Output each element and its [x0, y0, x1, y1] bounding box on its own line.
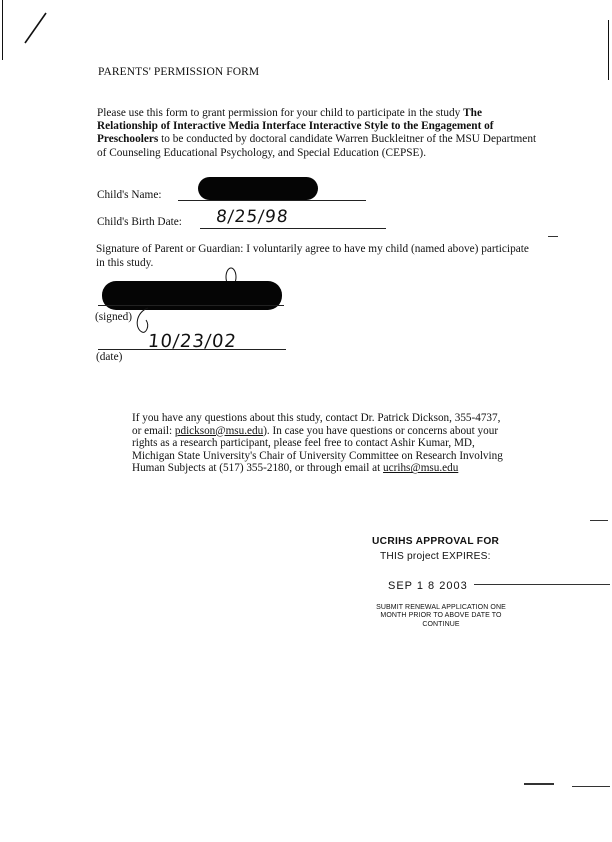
intro-rest: to be conducted by doctoral candidate Warren Buckleitner of the MSU Department of Counseling Educational Psychology, and Special Education (CEPSE).	[97, 133, 537, 159]
pen-stroke-mark	[20, 10, 50, 46]
signature-line	[98, 305, 284, 306]
contact-text-1: If you have any questions about this study, contact Dr. Patrick Dickson, 355-4737, or email:	[132, 412, 501, 437]
scan-speck	[524, 783, 554, 785]
contact-email-dickson[interactable]: pdickson@msu.edu	[174, 424, 264, 437]
birth-date-line	[200, 228, 386, 229]
child-name-line	[178, 200, 366, 201]
contact-text-2: ). In case you have questions or concerns about your rights as a research participant, please feel free to contact Ashir Kumar, MD, Michigan State University's Chair of University Committee on Research Involving Human Subjects at (517) 355-2180, or through email at	[132, 424, 503, 475]
scan-edge-mark	[608, 20, 609, 80]
stamp-approval-line: UCRIHS APPROVAL FOR	[372, 536, 500, 547]
signature-statement: Signature of Parent or Guardian: I voluntarily agree to have my child (named above) participate in this study.	[96, 243, 529, 269]
scan-speck	[572, 786, 610, 787]
handwritten-date: 10/23/02	[146, 331, 238, 352]
stamp-date: SEP 1 8 2003	[388, 580, 468, 592]
form-title: PARENTS' PERMISSION FORM	[98, 66, 260, 78]
stamp-renewal-note: SUBMIT RENEWAL APPLICATION ONE MONTH PRIOR TO ABOVE DATE TO CONTINUE	[376, 604, 506, 628]
handwritten-birth-date: 8/25/98	[214, 207, 290, 227]
signed-label: (signed)	[95, 311, 133, 323]
date-label: (date)	[96, 351, 123, 363]
contact-paragraph	[132, 412, 512, 475]
study-title: The Relationship of Interactive Media Interface Interactive Style to the Engagement of Preschoolers	[97, 107, 494, 146]
intro-lead: Please use this form to grant permission for your child to participate in the study	[97, 107, 461, 119]
scan-speck	[590, 520, 608, 521]
intro-paragraph	[97, 107, 537, 160]
child-name-label: Child's Name:	[97, 189, 162, 201]
scan-speck	[548, 236, 558, 237]
contact-email-ucrihs[interactable]: ucrihs@msu.edu	[383, 462, 459, 475]
stamp-date-line	[474, 584, 610, 585]
scan-edge-mark	[2, 0, 3, 60]
child-birth-date-label: Child's Birth Date:	[97, 216, 182, 228]
stamp-expires-line: THIS project EXPIRES:	[380, 551, 491, 562]
redaction-child-name	[198, 177, 318, 200]
